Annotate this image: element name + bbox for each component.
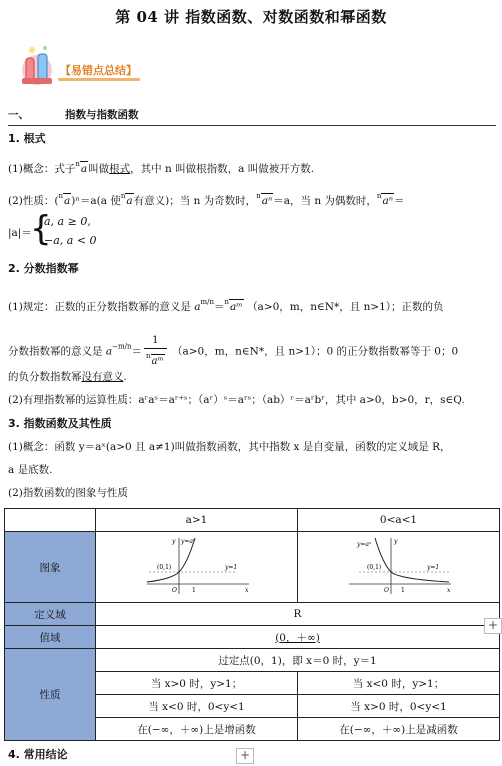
graph2-curve-label: y=aˣ bbox=[356, 540, 371, 548]
exponential-properties-table bbox=[4, 508, 500, 741]
radical-property: (2)性质：($^n$a)ⁿ＝a(a 使$^n$a有意义)；当 n 为奇数时，$^n$aⁿ＝a，当 n 为偶数时，$^n$aⁿ＝ bbox=[8, 192, 405, 207]
graph2-y-label: y bbox=[393, 537, 397, 545]
graph1-y-label: y bbox=[171, 537, 175, 545]
exponential-concept: (1)概念：函数 y＝aˣ(a>0 且 a≠1)叫做指数函数，其中指数 x 是自变量，函数的定义域是 R， bbox=[8, 441, 451, 453]
graph-increasing bbox=[96, 532, 298, 603]
graph1-point-label: (0,1) bbox=[156, 563, 171, 571]
piecewise-brace: { bbox=[30, 209, 52, 249]
graph2-x-label: x bbox=[446, 586, 450, 594]
graph1-curve-label: y=aˣ bbox=[180, 537, 195, 545]
graph1-origin-label: O bbox=[171, 586, 177, 594]
fraction-exponent-zero: 的负分数指数幂没有意义. bbox=[8, 371, 127, 383]
exponential-base: a 是底数. bbox=[8, 464, 53, 476]
graph1-y1-label: y=1 bbox=[224, 563, 237, 571]
domain-value: R bbox=[96, 603, 500, 626]
graph2-y1-label: y=1 bbox=[426, 563, 439, 571]
table-row bbox=[5, 509, 500, 532]
section-heading: 一、 指数与指数函数 bbox=[8, 109, 139, 121]
add-row-button[interactable]: + bbox=[236, 748, 254, 764]
heading-exponential-function: 3. 指数函数及其性质 bbox=[8, 417, 112, 430]
piecewise-case-2: −a, a < 0 bbox=[44, 234, 97, 247]
exponent-rules: (2)有理指数幂的运算性质：aʳaˢ＝aʳ⁺ˢ；（aʳ）ˢ＝aʳˢ；（ab）ʳ＝aʳbʳ，其中 a>0，b>0，r，s∈Q. bbox=[8, 394, 465, 406]
heading-radical: 1. 根式 bbox=[8, 132, 46, 145]
fraction-exponent-negative: 分数指数幂的意义是 $a^{-m/n}=$ $\frac{1}{^naᵐ}$ （a>0，m，n∈N*，且 n>1）；0 的正分数指数幂等于 0；0 bbox=[8, 335, 459, 367]
graph-decreasing-svg bbox=[339, 534, 459, 598]
row-header-range: 值域 bbox=[5, 626, 96, 649]
prop-inc-2: 当 x<0 时，0<y<1 bbox=[96, 695, 298, 718]
fraction-exponent-positive: (1)规定：正数的正分数指数幂的意义是 $a^{m/n}=^naᵐ$ （a>0，m，n∈N*，且 n>1）；正数的负 bbox=[8, 298, 444, 313]
add-column-button[interactable]: + bbox=[484, 618, 502, 634]
col-header-a-gt-1: a>1 bbox=[96, 509, 298, 532]
prop-dec-monotonic: 在(−∞，＋∞)上是减函数 bbox=[298, 718, 500, 741]
row-header-graph: 图象 bbox=[5, 532, 96, 603]
heading-fraction-exponent: 2. 分数指数幂 bbox=[8, 262, 79, 275]
prop-dec-2: 当 x>0 时，0<y<1 bbox=[298, 695, 500, 718]
graph1-x-label: x bbox=[244, 586, 248, 594]
graph-increasing-svg bbox=[137, 534, 257, 598]
row-header-properties: 性质 bbox=[5, 649, 96, 741]
section-divider bbox=[8, 125, 496, 126]
fixed-point-property: 过定点(0，1)，即 x＝0 时，y＝1 bbox=[96, 649, 500, 672]
range-value: (0，＋∞) bbox=[96, 626, 500, 649]
prop-dec-1: 当 x<0 时，y>1； bbox=[298, 672, 500, 695]
page-title: 第 04 讲 指数函数、对数函数和幂函数 bbox=[115, 8, 387, 26]
flask-logo-icon bbox=[18, 44, 56, 88]
abs-value-label: |a|＝ bbox=[8, 227, 32, 239]
prop-inc-monotonic: 在(−∞，＋∞)上是增函数 bbox=[96, 718, 298, 741]
table-row bbox=[5, 649, 500, 672]
heading-common-conclusions: 4. 常用结论 bbox=[8, 748, 68, 761]
table-row bbox=[5, 532, 500, 603]
table-row bbox=[5, 603, 500, 626]
badge-underline bbox=[58, 78, 140, 81]
graph2-point-label: (0,1) bbox=[366, 563, 381, 571]
section-badge: 【易错点总结】 bbox=[60, 64, 137, 77]
radical-concept: (1)概念：式子$^n$a叫做根式，其中 n 叫做根指数，a 叫做被开方数. bbox=[8, 160, 315, 175]
graph1-one-label: 1 bbox=[191, 586, 196, 594]
graph2-origin-label: O bbox=[383, 586, 389, 594]
graph-decreasing bbox=[298, 532, 500, 603]
table-row bbox=[5, 626, 500, 649]
graph2-one-label: 1 bbox=[400, 586, 405, 594]
col-header-a-lt-1: 0<a<1 bbox=[298, 509, 500, 532]
graph-properties-label: (2)指数函数的图象与性质 bbox=[8, 487, 128, 499]
piecewise-case-1: a, a ≥ 0, bbox=[44, 215, 91, 228]
prop-inc-1: 当 x>0 时，y>1； bbox=[96, 672, 298, 695]
row-header-domain: 定义域 bbox=[5, 603, 96, 626]
